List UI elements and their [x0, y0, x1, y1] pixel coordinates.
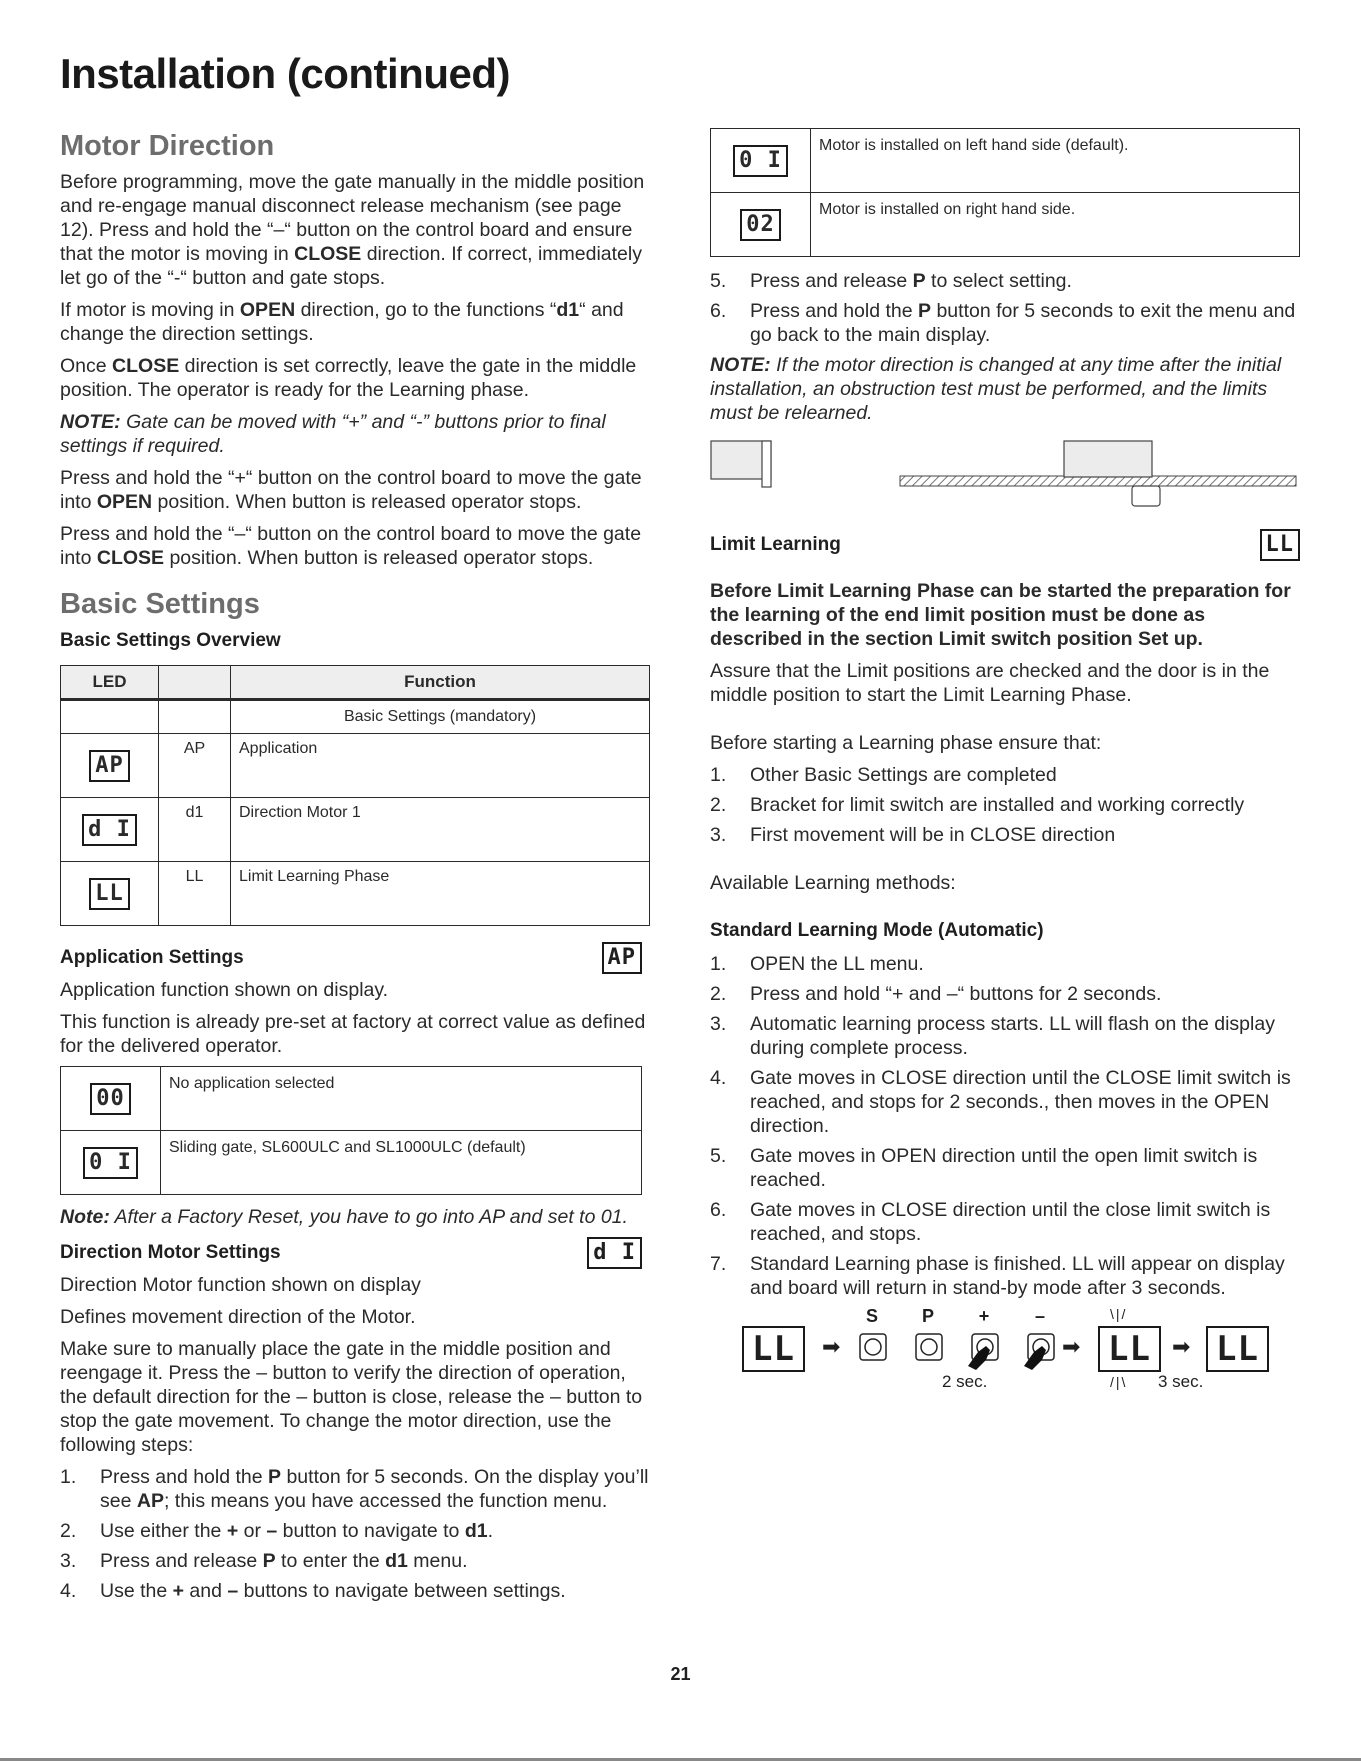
right-column [710, 128, 1300, 1402]
motor-direction-p3: Once CLOSE direction is set correctly, leave the gate in the middle position. The operator is ready for the Learning phase. [60, 355, 637, 402]
option-text: Motor is installed on right hand side. [811, 193, 1300, 257]
bold-text: OPEN [96, 491, 153, 514]
limit-learning-row [710, 529, 1300, 561]
direction-motor-steps-continued [710, 269, 1300, 347]
list-text: Use the + and – buttons to navigate between settings. [100, 1580, 566, 1603]
bold-text: + [226, 1520, 239, 1543]
list-number: 2. [60, 1520, 77, 1543]
table-row [61, 1131, 642, 1195]
list-text: Press and hold the P button for 5 seconds to exit the menu and go back to the main display. [750, 300, 1296, 346]
limit-learning-p1: Assure that the Limit positions are checked and the door is in the middle position to start the Limit Learning Phase. [710, 660, 1270, 706]
bold-text: AP [136, 1490, 164, 1513]
list-number: 7. [710, 1252, 727, 1275]
list-text: Press and hold “+ and –“ buttons for 2 seconds. [750, 982, 1162, 1005]
display-end: LL [1206, 1326, 1269, 1372]
display-start: LL [742, 1326, 805, 1372]
code-cell: AP [159, 734, 231, 798]
direction-motor-p1: Direction Motor function shown on display [60, 1274, 421, 1297]
led-display-ap: AP [602, 942, 643, 974]
direction-motor-settings-row [60, 1237, 642, 1269]
direction-motor-settings-heading: Direction Motor Settings [60, 1241, 281, 1263]
limit-learning-checks [710, 763, 1300, 847]
mandatory-label: Basic Settings (mandatory) [231, 700, 650, 734]
table-header-row [61, 666, 650, 700]
bold-text: – [227, 1580, 239, 1603]
list-number: 3. [710, 1012, 727, 1035]
header-led: LED [61, 666, 159, 700]
led-display-02: 02 [740, 209, 781, 241]
led-display-ap: AP [89, 750, 130, 782]
basic-settings-table [60, 665, 650, 926]
motor-direction-p2: If motor is moving in OPEN direction, go to the functions “d1“ and change the direction settings. [60, 299, 624, 346]
motor-direction-options-table [710, 128, 1300, 257]
application-settings-p2: This function is already pre-set at factory at correct value as defined for the delivered operator. [60, 1011, 646, 1058]
limit-learning-p3: Available Learning methods: [710, 872, 956, 894]
bold-text: P [268, 1466, 282, 1489]
application-settings-note: Note: After a Factory Reset, you have to go into AP and set to 01. [60, 1206, 628, 1229]
gate-rail-illustration [900, 441, 1296, 506]
learning-sequence-diagram [710, 1306, 1300, 1402]
list-number: 1. [60, 1466, 77, 1489]
list-item [710, 763, 1300, 787]
bold-text: P [912, 270, 926, 292]
basic-settings-overview-heading: Basic Settings Overview [60, 629, 281, 651]
list-text: Gate moves in OPEN direction until the open limit switch is reached. [750, 1144, 1258, 1191]
led-display-ll: LL [89, 878, 130, 910]
option-text: Sliding gate, SL600ULC and SL1000ULC (default) [161, 1131, 642, 1195]
motor-direction-p5: Press and hold the “–“ button on the control board to move the gate into CLOSE position. When button is released operator stops. [60, 523, 642, 570]
bold-text: P [262, 1550, 276, 1573]
list-number: 6. [710, 1198, 727, 1221]
button-label-minus: – [1034, 1305, 1045, 1326]
option-text: Motor is installed on left hand side (default). [811, 129, 1300, 193]
direction-motor-p3: Make sure to manually place the gate in the middle position and reengage it. Press the – button to verify the direction of operation, the default direction for the – button is close, release the – button to stop the gate movement. To change the motor direction, use the following steps: [60, 1338, 643, 1457]
motor-direction-p1: Before programming, move the gate manually in the middle position and re-engage manual disconnect release mechanism (see page 12). Press and hold the “–“ button on the control board and ensure that the motor is moving in CLOSE direction. If correct, immediately let go of the “-“ button and gate stops. [60, 171, 645, 290]
list-number: 1. [710, 952, 727, 975]
bold-text: NOTE: [60, 411, 121, 434]
list-number: 2. [710, 794, 727, 816]
code-cell: d1 [159, 798, 231, 862]
basic-settings-heading: Basic Settings [60, 588, 260, 621]
display-flashing: LL [1098, 1326, 1161, 1372]
list-number: 1. [710, 764, 727, 786]
arrow-right-icon: ➡ [1062, 1333, 1081, 1359]
list-text: Use either the + or – button to navigate to d1. [100, 1520, 494, 1543]
list-item [60, 1465, 650, 1513]
bold-text: – [266, 1520, 278, 1543]
button-label-plus: + [978, 1305, 990, 1326]
flash-rays-icon: /|\ [1110, 1373, 1128, 1390]
bold-text: OPEN [239, 299, 296, 322]
arrow-right-icon: ➡ [1172, 1333, 1191, 1359]
direction-motor-p2: Defines movement direction of the Motor. [60, 1306, 416, 1329]
list-item [710, 1012, 1300, 1060]
function-cell: Direction Motor 1 [231, 798, 650, 862]
application-settings-row [60, 942, 642, 974]
header-function: Function [231, 666, 650, 700]
wait-time-label: 3 sec. [1158, 1371, 1204, 1391]
application-settings-heading: Application Settings [60, 946, 244, 968]
limit-learning-p2: Before starting a Learning phase ensure that: [710, 732, 1102, 754]
hold-time-label: 2 sec. [942, 1371, 988, 1391]
list-item [710, 1198, 1300, 1246]
list-item [710, 952, 1300, 976]
bold-text: CLOSE [96, 547, 165, 570]
list-item [710, 269, 1300, 293]
bold-text: d1 [385, 1550, 408, 1573]
arrow-right-icon: ➡ [822, 1333, 841, 1359]
function-cell: Limit Learning Phase [231, 862, 650, 926]
bold-text: + [172, 1580, 185, 1603]
bold-text: P [918, 300, 932, 322]
list-text: Press and release P to select setting. [750, 270, 1072, 292]
list-text: First movement will be in CLOSE direction [750, 824, 1116, 846]
code-cell: LL [159, 862, 231, 926]
led-display-d1: d I [587, 1237, 642, 1269]
list-item [710, 793, 1300, 817]
gate-post-illustration [711, 441, 771, 487]
limit-learning-intro: Before Limit Learning Phase can be started the preparation for the learning of the end limit position must be done as described in the section Limit switch position Set up. [710, 580, 1291, 650]
list-number: 2. [710, 982, 727, 1005]
led-display-00: 00 [90, 1083, 131, 1115]
list-text: Gate moves in CLOSE direction until the close limit switch is reached, and stops. [750, 1198, 1271, 1245]
bold-text: Note: [60, 1206, 110, 1229]
list-item [710, 982, 1300, 1006]
list-number: 4. [710, 1066, 727, 1089]
list-text: Automatic learning process starts. LL will flash on the display during complete process. [750, 1012, 1275, 1059]
list-item [60, 1579, 650, 1603]
list-number: 3. [60, 1550, 77, 1573]
standard-learning-heading: Standard Learning Mode (Automatic) [710, 920, 1044, 941]
list-item [710, 299, 1300, 347]
motor-direction-p4: Press and hold the “+“ button on the control board to move the gate into OPEN position. When button is released operator stops. [60, 467, 642, 514]
bold-text: d1 [464, 1520, 488, 1543]
table-row [61, 700, 650, 734]
motor-direction-heading: Motor Direction [60, 130, 275, 162]
button-s-icon [860, 1334, 886, 1360]
page-title: Installation (continued) [60, 50, 510, 97]
list-text: Press and hold the P button for 5 seconds. On the display you’ll see AP; this means you have accessed the function menu. [100, 1466, 649, 1513]
bold-text: CLOSE [112, 355, 180, 378]
table-row [61, 798, 650, 862]
bold-text: NOTE: [710, 354, 771, 376]
direction-motor-note: NOTE: If the motor direction is changed at any time after the initial installation, an obstruction test must be performed, and the limits must be relearned. [710, 354, 1282, 424]
direction-motor-steps [60, 1465, 650, 1603]
list-item [60, 1549, 650, 1573]
list-item [710, 1252, 1300, 1300]
list-text: Standard Learning phase is finished. LL will appear on display and board will return in stand-by mode after 3 seconds. [750, 1252, 1285, 1299]
list-item [710, 823, 1300, 847]
application-settings-p1: Application function shown on display. [60, 979, 389, 1002]
option-text: No application selected [161, 1067, 642, 1131]
application-options-table [60, 1066, 642, 1195]
list-text: Other Basic Settings are completed [750, 764, 1057, 786]
table-row [61, 734, 650, 798]
list-item [60, 1519, 650, 1543]
left-column [60, 128, 650, 1609]
gate-diagram [710, 433, 1300, 513]
table-row [711, 193, 1300, 257]
table-row [61, 862, 650, 926]
flash-rays-icon: \|/ [1110, 1305, 1128, 1322]
table-row [61, 1067, 642, 1131]
led-display-ll: LL [1260, 529, 1301, 561]
standard-learning-steps [710, 952, 1300, 1300]
list-item [710, 1144, 1300, 1192]
list-number: 3. [710, 824, 727, 846]
list-text: Gate moves in CLOSE direction until the CLOSE limit switch is reached, and stops for 2 seconds., then moves in the OPEN direction. [750, 1066, 1291, 1137]
limit-learning-heading: Limit Learning [710, 533, 841, 555]
bold-text: CLOSE [294, 243, 362, 266]
list-item [710, 1066, 1300, 1138]
list-number: 5. [710, 1144, 727, 1167]
header-blank [159, 666, 231, 700]
list-number: 5. [710, 270, 727, 292]
list-text: Bracket for limit switch are installed and working correctly [750, 794, 1245, 816]
list-number: 6. [710, 300, 727, 322]
motor-direction-note: NOTE: Gate can be moved with “+” and “-” buttons prior to final settings if required. [60, 411, 606, 458]
list-text: OPEN the LL menu. [750, 952, 924, 975]
list-number: 4. [60, 1580, 77, 1603]
button-label-p: P [921, 1305, 934, 1326]
button-p-icon [916, 1334, 942, 1360]
button-label-s: S [865, 1305, 878, 1326]
function-cell: Application [231, 734, 650, 798]
page-number: 21 [670, 1664, 691, 1684]
led-display-01: 0 I [83, 1147, 138, 1179]
table-row [711, 129, 1300, 193]
bold-text: d1 [556, 299, 580, 322]
led-display-01: 0 I [733, 145, 788, 177]
list-text: Press and release P to enter the d1 menu. [100, 1550, 468, 1573]
led-display-d1: d I [82, 814, 137, 846]
